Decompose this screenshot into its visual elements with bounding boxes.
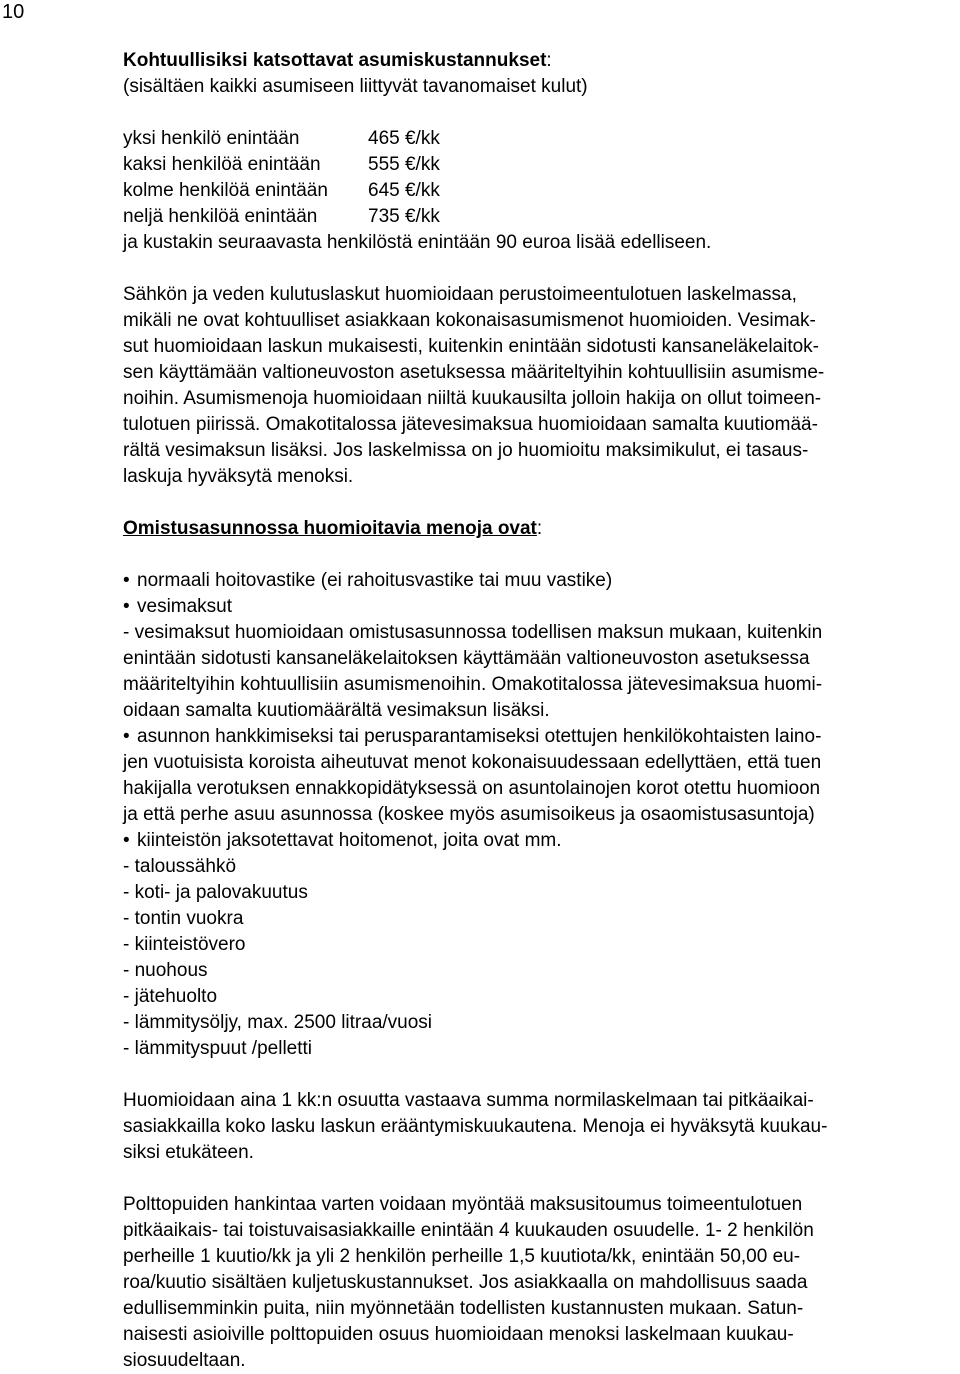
document-body (123, 48, 953, 1374)
list-item (123, 828, 953, 854)
paragraph-line: siksi etukäteen. (123, 1142, 254, 1163)
bullet-icon: • (123, 726, 130, 747)
list-line: - nuohous (123, 960, 208, 981)
list-item (123, 594, 953, 620)
paragraph-line: sut huomioidaan laskun mukaisesti, kuitenkin enintään sidotusti kansaneläkelaitok- (123, 336, 820, 357)
cost-limit-value: 465 €/kk (368, 128, 440, 149)
paragraph-line: laskuja hyväksytä menoksi. (123, 466, 354, 487)
cost-limit-row (123, 152, 953, 178)
list-item-text: vesimaksut (137, 596, 233, 617)
list-item-text: asunnon hankkimiseksi tai perusparantamiseksi otettujen henkilökohtaisten laino- (137, 726, 822, 747)
paragraph-line: noihin. Asumismenoja huomioidaan niiltä kuukausilta jolloin hakija on ollut toimeen- (123, 388, 822, 409)
cost-limit-row (123, 126, 953, 152)
list-line: - jätehuolto (123, 986, 218, 1007)
paragraph-line: Huomioidaan aina 1 kk:n osuutta vastaava summa normilaskelmaan tai pitkäaikai- (123, 1090, 814, 1111)
paragraph-utility-bills (123, 282, 953, 490)
list-line: - lämmityspuut /pelletti (123, 1038, 313, 1059)
cost-limits-list (123, 126, 953, 256)
list-line: - vesimaksut huomioidaan omistusasunnossa todellisen maksun mukaan, kuitenkin (123, 622, 823, 643)
cost-limit-value: 555 €/kk (368, 154, 440, 175)
section-heading-owner-occupied (123, 516, 953, 542)
expense-list (123, 568, 953, 1062)
cost-limit-row (123, 178, 953, 204)
bullet-icon: • (123, 596, 130, 617)
list-line: hakijalla verotuksen ennakkopidätyksessä on asuntolainojen korot otettu huomioon (123, 778, 821, 799)
paragraph-line: sen käyttämään valtioneuvoston asetuksessa määriteltyihin kohtuullisiin asumisme- (123, 362, 825, 383)
list-item-text: normaali hoitovastike (ei rahoitusvastike tai muu vastike) (137, 570, 613, 591)
list-item-text: kiinteistön jaksotettavat hoitomenot, joita ovat mm. (137, 830, 562, 851)
heading-text: Kohtuullisiksi katsottavat asumiskustannukset (123, 50, 547, 71)
list-line: - lämmitysöljy, max. 2500 litraa/vuosi (123, 1012, 433, 1033)
section-heading-costs (123, 48, 953, 74)
bullet-icon: • (123, 830, 130, 851)
paragraph-line: perheille 1 kuutio/kk ja yli 2 henkilön perheille 1,5 kuutiota/kk, enintään 50,00 eu- (123, 1246, 801, 1267)
paragraph-line: sasiakkailla koko lasku laskun erääntymiskuukautena. Menoja ei hyväksytä kuukau- (123, 1116, 828, 1137)
paragraph-line: naisesti asioiville polttopuiden osuus huomioidaan menoksi laskelmaan kuukau- (123, 1324, 794, 1345)
list-line: oidaan samalta kuutiomäärältä vesimaksun lisäksi. (123, 700, 550, 721)
paragraph-line: rältä vesimaksun lisäksi. Jos laskelmissa on jo huomioitu maksimikulut, ei tasaus- (123, 440, 809, 461)
list-line: jen vuotuisista koroista aiheutuvat menot kokonaisuudessaan edellyttäen, että tuen (123, 752, 822, 773)
cost-limit-label: kolme henkilöä enintään (123, 180, 328, 201)
cost-limit-value: 735 €/kk (368, 206, 440, 227)
heading-colon: : (536, 518, 543, 539)
cost-limit-value: 645 €/kk (368, 180, 440, 201)
paragraph-line: pitkäaikais- tai toistuvaisasiakkaille enintään 4 kuukauden osuudelle. 1- 2 henkilön (123, 1220, 814, 1241)
paragraph-line: mikäli ne ovat kohtuulliset asiakkaan kokonaisasumismenot huomioiden. Vesimak- (123, 310, 816, 331)
paragraph-line: edullisemminkin puita, niin myönnetään todellisten kustannusten mukaan. Satun- (123, 1298, 804, 1319)
paragraph-monthly-share (123, 1088, 953, 1166)
paragraph-line: Polttopuiden hankintaa varten voidaan myöntää maksusitoumus toimeentulotuen (123, 1194, 803, 1215)
list-line: ja että perhe asuu asunnossa (koskee myös asumisoikeus ja osaomistusasuntoja) (123, 804, 815, 825)
cost-limit-label: kaksi henkilöä enintään (123, 154, 321, 175)
paragraph-line: siosuudeltaan. (123, 1350, 246, 1371)
list-line: - tontin vuokra (123, 908, 244, 929)
page-number: 10 (2, 1, 25, 23)
heading-colon: : (546, 50, 552, 71)
paragraph-firewood (123, 1192, 953, 1374)
cost-limit-extra: ja kustakin seuraavasta henkilöstä enintään 90 euroa lisää edelliseen. (123, 232, 712, 253)
cost-limit-row (123, 204, 953, 230)
paragraph-line: tulotuen piirissä. Omakotitalossa jätevesimaksua huomioidaan samalta kuutiomää- (123, 414, 818, 435)
list-item (123, 568, 953, 594)
list-line: - taloussähkö (123, 856, 237, 877)
list-line: enintään sidotusti kansaneläkelaitoksen käyttämään valtioneuvoston asetuksessa (123, 648, 810, 669)
paragraph-line: Sähkön ja veden kulutuslaskut huomioidaan perustoimeentulotuen laskelmassa, (123, 284, 797, 305)
list-line: määriteltyihin kohtuullisiin asumismenoihin. Omakotitalossa jätevesimaksua huomi- (123, 674, 823, 695)
bullet-icon: • (123, 570, 130, 591)
cost-limit-label: neljä henkilöä enintään (123, 206, 318, 227)
heading-text: Omistusasunnossa huomioitavia menoja ovat (123, 518, 537, 539)
list-line: - koti- ja palovakuutus (123, 882, 308, 903)
list-item (123, 724, 953, 750)
list-line: - kiinteistövero (123, 934, 246, 955)
cost-limit-label: yksi henkilö enintään (123, 128, 300, 149)
paragraph-line: roa/kuutio sisältäen kuljetuskustannukset. Jos asiakkaalla on mahdollisuus saada (123, 1272, 808, 1293)
section-subheading: (sisältäen kaikki asumiseen liittyvät tavanomaiset kulut) (123, 76, 588, 97)
